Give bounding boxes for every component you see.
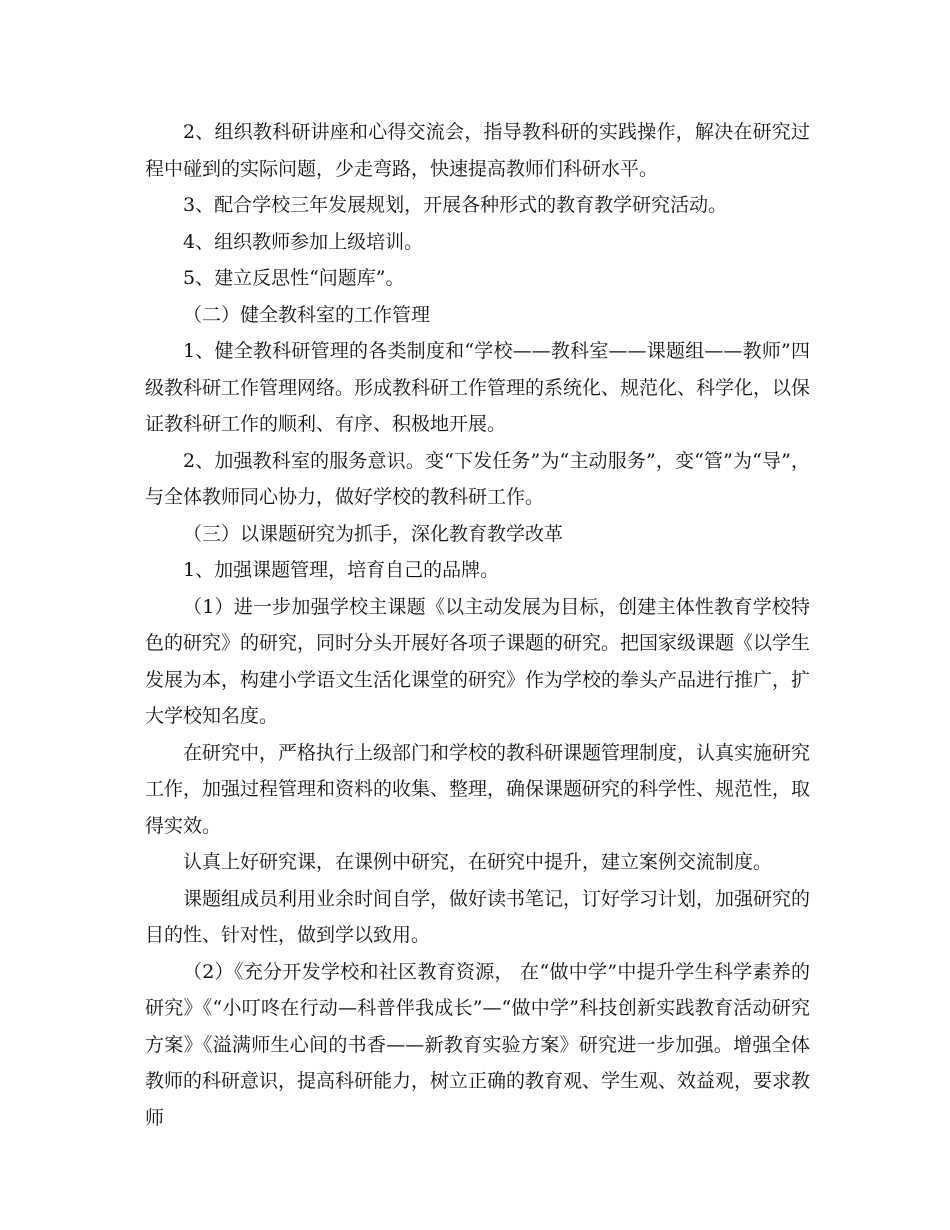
paragraph-4: 5、建立反思性“问题库”。 xyxy=(183,267,405,289)
paragraph-7: 1、加强课题管理，培育自己的品牌。 xyxy=(183,559,500,581)
paragraph-9: 在研究中，严格执行上级部门和学校的教科研课题管理制度，认真实施研究工作，加强过程管理和资料的收集、整理，确保课题研究的科学性、规范性，取得实效。 xyxy=(145,741,811,837)
section-heading-3: （三）以课题研究为抓手，深化教育教学改革 xyxy=(183,522,564,545)
paragraph-2: 3、配合学校三年发展规划，开展各种形式的教育教学研究活动。 xyxy=(183,194,728,216)
paragraph-3: 4、组织教师参加上级培训。 xyxy=(183,230,424,253)
paragraph-8: （1）进一步加强学校主课题《以主动发展为目标，创建主体性教育学校特色的研究》的研究，同时分头开展好各项子课题的研究。把国家级课题《以学生发展为本，构建小学语文生活化课堂的研究》作为学校的拳头产品进行推广，扩大学校知名度。 xyxy=(145,595,811,727)
paragraph-10: 认真上好研究课，在课例中研究，在研究中提升，建立案例交流制度。 xyxy=(183,851,773,873)
paragraph-6: 2、加强教科室的服务意识。变“下发任务”为“主动服务”，变“管”为“导”，与全体教师同心协力，做好学校的教科研工作。 xyxy=(145,449,810,508)
section-heading-2: （二）健全教科室的工作管理 xyxy=(183,303,431,326)
paragraph-11: 课题组成员利用业余时间自学，做好读书笔记，订好学习计划，加强研究的目的性、针对性，做到学以致用。 xyxy=(145,887,811,946)
paragraph-12: （2）《充分开发学校和社区教育资源， 在“做中学”中提升学生科学素养的研究》《“小叮咚在行动—科普伴我成长”—“做中学”科技创新实践教育活动研究方案》《溢满师生心间的书香——新教育实验方案》研究进一步加强。增强全体教师的科研意识，提高科研能力，树立正确的教育观、学生观、效益观，要求教师 xyxy=(145,960,811,1129)
document-body xyxy=(145,114,810,1136)
paragraph-5: 1、健全教科研管理的各类制度和“学校——教科室——课题组——教师”四级教科研工作管理网络。形成教科研工作管理的系统化、规范化、科学化，以保证教科研工作的顺利、有序、积极地开展。 xyxy=(145,340,811,435)
paragraph-1: 2、组织教科研讲座和心得交流会，指导教科研的实践操作，解决在研究过程中碰到的实际问题，少走弯路，快速提高教师们科研水平。 xyxy=(145,121,810,180)
